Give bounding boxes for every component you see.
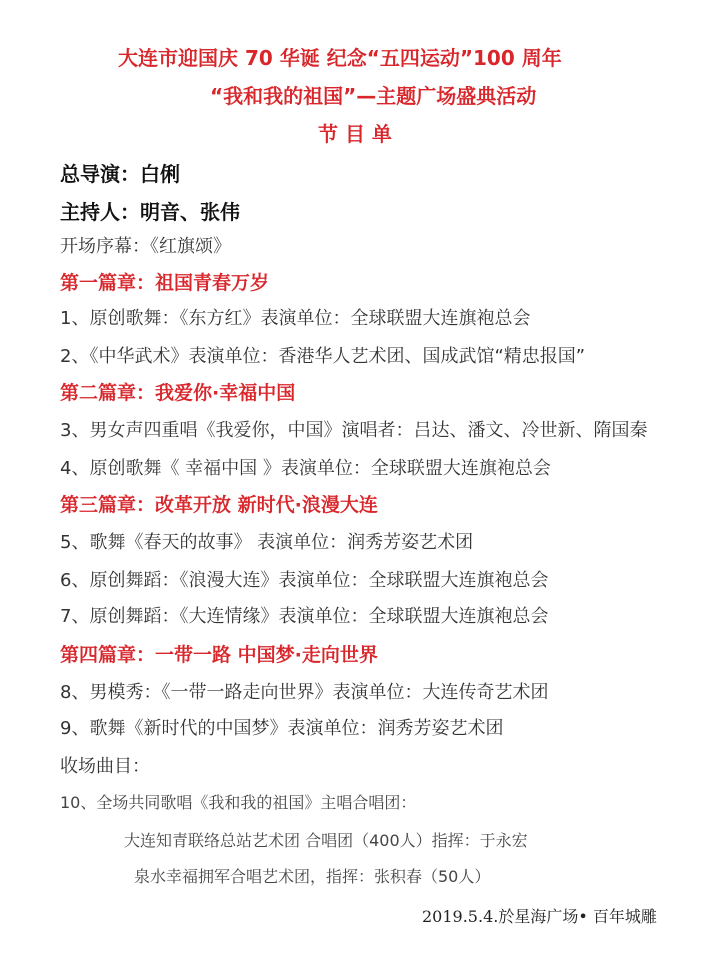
hosts-line: 主持人：明音、张伟: [60, 200, 240, 224]
director-line: 总导演：白俐: [60, 162, 180, 186]
chapter-1-title: 第一篇章：祖国青春万岁: [60, 272, 270, 294]
title-line-2: “我和我的祖国”—主题广场盛典活动: [210, 84, 537, 108]
choir-line-1: 大连知青联络总站艺术团 合唱团（400人）指挥：于永宏: [124, 831, 528, 850]
program-item-10: 10、全场共同歌唱《我和我的祖国》主唱合唱团：: [60, 793, 417, 812]
program-item-5: 5、歌舞《春天的故事》 表演单位：润秀芳姿艺术团: [60, 532, 474, 553]
choir-line-2: 泉水幸福拥军合唱艺术团，指挥：张积春（50人）: [134, 867, 491, 886]
program-item-2: 2、《中华武术》表演单位：香港华人艺术团、国成武馆“精忠报国”: [60, 346, 586, 367]
program-item-4: 4、原创歌舞《 幸福中国 》表演单位：全球联盟大连旗袍总会: [60, 458, 551, 479]
program-item-6: 6、原创舞蹈：《浪漫大连》表演单位：全球联盟大连旗袍总会: [60, 570, 549, 591]
footer-date-location: 2019.5.4.於星海广场• 百年城雕: [422, 907, 657, 926]
program-item-8: 8、男模秀：《一带一路走向世界》表演单位：大连传奇艺术团: [60, 682, 549, 703]
chapter-3-title: 第三篇章：改革开放 新时代·浪漫大连: [60, 494, 378, 516]
chapter-4-title: 第四篇章：一带一路 中国梦·走向世界: [60, 644, 378, 666]
program-item-3: 3、男女声四重唱《我爱你，中国》演唱者：吕达、潘文、冷世新、隋国秦: [60, 420, 648, 441]
title-line-3: 节 目 单: [318, 122, 392, 146]
closing-label: 收场曲目：: [60, 756, 150, 777]
program-item-1: 1、原创歌舞：《东方红》表演单位：全球联盟大连旗袍总会: [60, 308, 531, 329]
title-line-1: 大连市迎国庆 70 华诞 纪念“五四运动”100 周年: [118, 46, 562, 70]
opening-line: 开场序幕：《红旗颂》: [60, 236, 231, 257]
program-item-7: 7、原创舞蹈：《大连情缘》表演单位：全球联盟大连旗袍总会: [60, 606, 549, 627]
chapter-2-title: 第二篇章：我爱你·幸福中国: [60, 382, 296, 404]
program-item-9: 9、歌舞《新时代的中国梦》表演单位：润秀芳姿艺术团: [60, 718, 504, 739]
